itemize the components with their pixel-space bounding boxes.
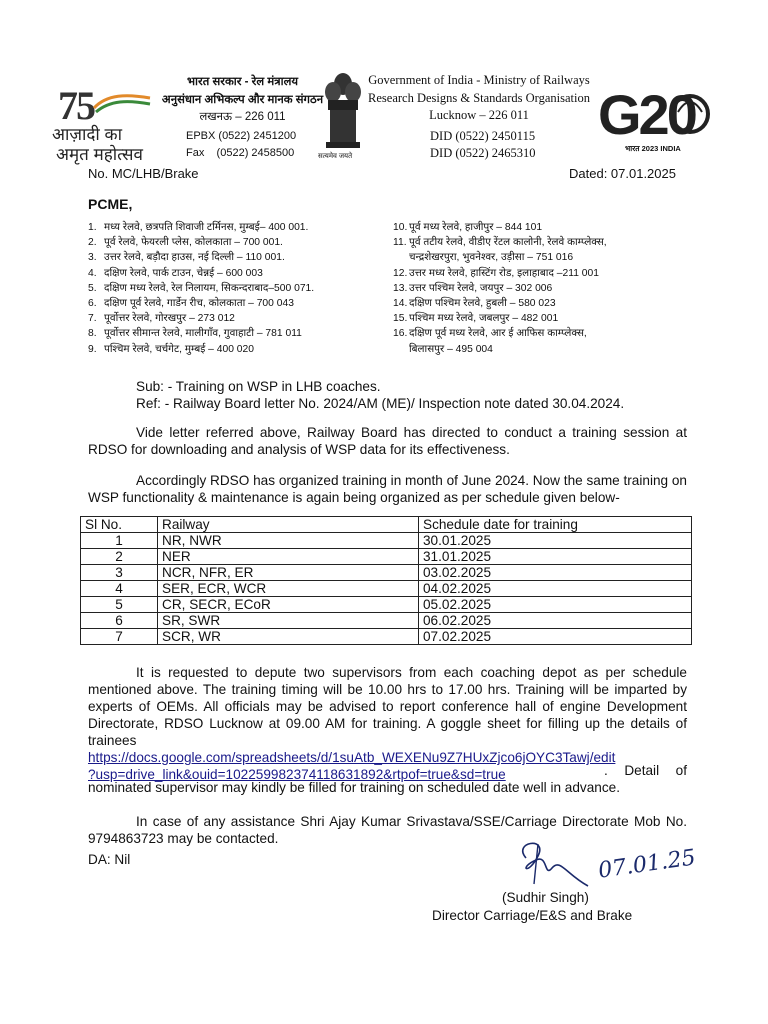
letter-number: No. MC/LHB/Brake [88, 166, 199, 181]
signatory-name: (Sudhir Singh) [502, 890, 589, 905]
cell-schedule-date: 05.02.2025 [419, 597, 692, 613]
addressee-number: 15. [393, 313, 408, 325]
header-sl-no: Sl No. [81, 517, 158, 533]
addressee-list-right [393, 220, 695, 357]
enclosure-note: DA: Nil [88, 852, 131, 867]
cell-schedule-date: 03.02.2025 [419, 565, 692, 581]
addressee-text: पूर्व रेलवे, फेयरली प्लेस, कोलकाता – 700 001. [104, 237, 283, 249]
english-contact [430, 128, 536, 162]
addressee-text: पूर्व तटीय रेलवे, वीडीए रेंटल कालोनी, रेलवे काम्प्लेक्स, [409, 237, 607, 249]
addressee-text: दक्षिण पूर्व रेलवे, गार्डेन रीच, कोलकाता – 700 043 [104, 298, 294, 310]
paragraph-1: Vide letter referred above, Railway Board has directed to conduct a training session at RDSO for downloading and analysis of WSP data for its effectiveness. [88, 425, 687, 457]
addressee-text: उत्तर पश्चिम रेलवे, जयपुर – 302 006 [409, 282, 553, 294]
addressee-text: उत्तर रेलवे, बड़ौदा हाउस, नई दिल्ली – 110 001. [104, 252, 285, 264]
paragraph-3-continued: . Detail of nominated supervisor may kindly be filled for training on scheduled date well in advance. [88, 763, 687, 795]
signatory-designation: Director Carriage/E&S and Brake [432, 908, 633, 923]
azadi-ka-amrit-mahotsav-logo [52, 82, 162, 162]
addressee-text: दक्षिण रेलवे, पार्क टाउन, चेन्नई – 600 003 [104, 267, 263, 279]
subject-block [136, 378, 624, 412]
flag-swoosh-icon [92, 90, 152, 114]
addressee-item [393, 296, 695, 311]
paragraph-2: Accordingly RDSO has organized training in month of June 2024. Now the same training on WSP functionality & maintenance is again being organized as per schedule given below- [88, 473, 687, 505]
table-row [81, 549, 692, 565]
hindi-org-header [160, 74, 325, 127]
addressee-number: 16. [393, 328, 408, 340]
addressee-number: 4. [88, 267, 97, 279]
salutation: PCME, [88, 196, 133, 212]
addressee-number: 9. [88, 343, 97, 355]
fax-number: Fax (0522) 2458500 [186, 147, 295, 159]
addressee-number: 6. [88, 298, 97, 310]
paragraph-3-text: It is requested to depute two supervisors from each coaching depot as per schedule mentioned above. The training timing will be 10.00 hrs to 17.00 hrs. Training will be imparted by experts of OEMs. All officials may be advised to report conference hall of engine Development Directorate, RDSO Lucknow at 09.00 AM for training. A goggle sheet for filling up the details of trainees [88, 665, 687, 748]
addressee-text: उत्तर मध्य रेलवे, हास्टिंग रोड, इलाहाबाद –211 001 [409, 267, 599, 279]
did-number-1: DID (0522) 2450115 [430, 129, 536, 143]
english-org-header [366, 72, 592, 125]
table-row [81, 629, 692, 645]
ashoka-emblem-icon [322, 70, 364, 162]
addressee-item [88, 311, 388, 326]
logo-line1: आज़ादी का [52, 125, 123, 144]
cell-railway: CR, SECR, ECoR [158, 597, 419, 613]
emblem-caption: सत्यमेव जयते [318, 153, 353, 160]
addressee-item [88, 281, 388, 296]
cell-sl-no: 7 [81, 629, 158, 645]
header-railway: Railway [158, 517, 419, 533]
cell-railway: SR, SWR [158, 613, 419, 629]
cell-sl-no: 1 [81, 533, 158, 549]
cell-schedule-date: 30.01.2025 [419, 533, 692, 549]
table-row [81, 533, 692, 549]
addressee-item [393, 281, 695, 296]
english-line3: Lucknow – 226 011 [429, 108, 529, 122]
table-header-row [81, 517, 692, 533]
addressee-number: 5. [88, 282, 97, 294]
addressee-item [88, 220, 388, 235]
addressee-item [88, 266, 388, 281]
g20-text: G20 [598, 83, 695, 146]
addressee-number: 3. [88, 252, 97, 264]
cell-railway: NCR, NFR, ER [158, 565, 419, 581]
link-line-2[interactable]: ?usp=drive_link&ouid=102259982374118631892&rtpof=true&sd=true [88, 767, 506, 782]
did-number-2: DID (0522) 2465310 [430, 146, 536, 160]
addressee-item [88, 235, 388, 250]
addressee-text: पश्चिम रेलवे, चर्चगेट, मुम्बई – 400 020 [104, 343, 254, 355]
cell-railway: NR, NWR [158, 533, 419, 549]
signature-date: 07.01.25 [596, 845, 698, 884]
cell-sl-no: 2 [81, 549, 158, 565]
addressee-item [88, 342, 388, 357]
cell-schedule-date: 31.01.2025 [419, 549, 692, 565]
logo-line2: अमृत महोत्सव [56, 145, 143, 164]
addressee-number: 12. [393, 267, 408, 279]
letter-date: Dated: 07.01.2025 [569, 166, 676, 181]
cell-schedule-date: 07.02.2025 [419, 629, 692, 645]
addressee-item [393, 220, 695, 235]
addressee-number: 10. [393, 222, 408, 233]
hindi-line1: भारत सरकार - रेल मंत्रालय [186, 76, 299, 88]
addressee-text: पूर्वोत्तर रेलवे, गोरखपुर – 273 012 [104, 313, 235, 325]
addressee-item [393, 266, 695, 281]
cell-schedule-date: 04.02.2025 [419, 581, 692, 597]
logo-75-number: 75 [58, 83, 94, 128]
g20-caption: भारत 2023 INDIA [625, 144, 681, 153]
addressee-number: 8. [88, 328, 97, 340]
subject-line: Sub: - Training on WSP in LHB coaches. [136, 379, 381, 394]
addressee-number: 14. [393, 298, 408, 310]
training-schedule-table [80, 516, 692, 645]
addressee-item [88, 296, 388, 311]
hindi-contact [186, 128, 296, 162]
addressee-text: दक्षिण पश्चिम रेलवे, हुबली – 580 023 [409, 298, 556, 310]
addressee-text: दक्षिण मध्य रेलवे, रेल निलायम, सिकन्दराबाद–500 071. [104, 282, 315, 294]
addressee-text-continued: बिलासपुर – 495 004 [409, 343, 493, 355]
cell-railway: NER [158, 549, 419, 565]
addressee-item [393, 326, 695, 341]
addressee-number: 13. [393, 282, 408, 294]
addressee-text: दक्षिण पूर्व मध्य रेलवे, आर ई आफिस काम्प्लेक्स, [409, 328, 587, 340]
table-row [81, 597, 692, 613]
addressee-item [393, 235, 695, 250]
addressee-list-left [88, 220, 388, 357]
cell-schedule-date: 06.02.2025 [419, 613, 692, 629]
header-schedule-date: Schedule date for training [419, 517, 692, 533]
addressee-number: 2. [88, 237, 97, 249]
table-row [81, 581, 692, 597]
addressee-text: पश्चिम मध्य रेलवे, जबलपुर – 482 001 [409, 313, 559, 325]
addressee-number: 1. [88, 222, 97, 233]
paragraph-4: In case of any assistance Shri Ajay Kumar Srivastava/SSE/Carriage Directorate Mob No. 9794863723 may be contacted. [88, 814, 687, 846]
cell-railway: SER, ECR, WCR [158, 581, 419, 597]
english-line1: Government of India - Ministry of Railways [368, 73, 590, 87]
addressee-number: 11. [393, 237, 407, 249]
hindi-line2: अनुसंधान अभिकल्प और मानक संगठन [161, 93, 324, 106]
cell-sl-no: 6 [81, 613, 158, 629]
addressee-item [88, 250, 388, 265]
link-line-1[interactable]: https://docs.google.com/spreadsheets/d/1suAtb_WEXENu9Z7HUxZjco6jOYC3Tawj/edit [88, 750, 616, 765]
cell-sl-no: 3 [81, 565, 158, 581]
cell-sl-no: 5 [81, 597, 158, 613]
addressee-text: पूर्व मध्य रेलवे, हाजीपुर – 844 101 [409, 222, 543, 233]
addressee-item [88, 326, 388, 341]
addressee-text: पूर्वोत्तर सीमान्त रेलवे, मालीगाँव, गुवाहाटी – 781 011 [104, 328, 302, 340]
cell-railway: SCR, WR [158, 629, 419, 645]
addressee-number: 7. [88, 313, 97, 325]
addressee-text-continued: चन्द्रशेखरपुरा, भुवनेश्वर, उड़ीसा – 751 016 [409, 252, 574, 264]
reference-line: Ref: - Railway Board letter No. 2024/AM (ME)/ Inspection note dated 30.04.2024. [136, 396, 625, 411]
cell-sl-no: 4 [81, 581, 158, 597]
g20-lotus-globe-icon [670, 86, 710, 140]
addressee-text: मध्य रेलवे, छत्रपति शिवाजी टर्मिनस, मुम्बई– 400 001. [104, 222, 309, 233]
table-row [81, 613, 692, 629]
english-line2: Research Designs & Standards Organisation [368, 90, 590, 105]
hindi-line3: लखनऊ – 226 011 [199, 111, 286, 123]
epbx-number: EPBX (0522) 2451200 [186, 130, 297, 142]
addressee-item [393, 311, 695, 326]
table-row [81, 565, 692, 581]
